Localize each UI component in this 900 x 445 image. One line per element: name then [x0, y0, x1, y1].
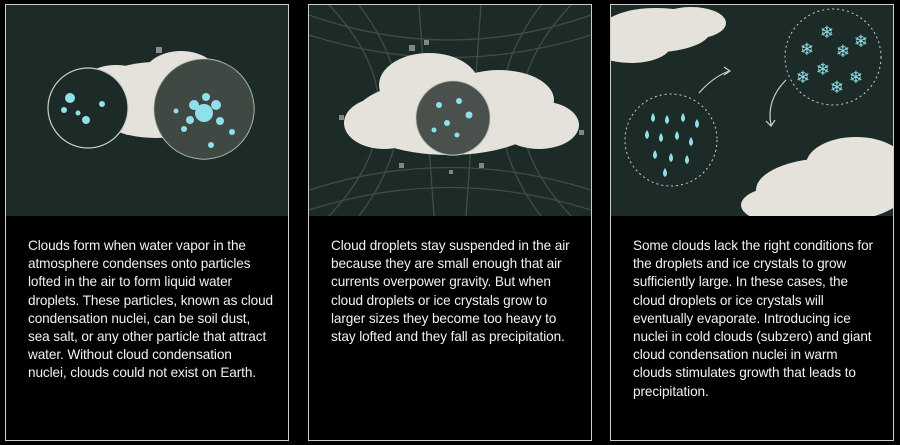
cloud-icon [741, 137, 893, 216]
caption-text: Clouds form when water vapor in the atmosphere condenses onto particles lofted in the air to form liquid water droplets. These particles, known as cloud condensation nuclei, can be soil dust, sea salt, or any other particle that attract water. Without cloud condensation nuclei, clouds could not exist on Earth. [28, 238, 274, 381]
svg-text:❄: ❄ [853, 32, 869, 52]
svg-text:❄: ❄ [799, 40, 815, 60]
illustration-suspension [309, 5, 591, 216]
magnifier-circle-icon [154, 59, 254, 159]
magnifier-circle-icon [625, 94, 717, 186]
panel-suspension [308, 4, 592, 441]
magnifier-circle-icon [785, 9, 881, 105]
arrow-icon [699, 67, 786, 126]
svg-text:❄: ❄ [829, 78, 845, 98]
panel-seeding [610, 4, 894, 441]
svg-text:❄: ❄ [835, 42, 851, 62]
illustration-condensation [6, 5, 288, 216]
svg-text:❄: ❄ [795, 68, 811, 88]
svg-text:❄: ❄ [815, 60, 831, 80]
svg-text:❄: ❄ [848, 68, 864, 88]
illustration-seeding [611, 5, 893, 216]
panel-condensation [5, 4, 289, 441]
svg-text:❄: ❄ [819, 23, 835, 43]
cloud-icon [611, 7, 726, 63]
magnifier-circle-icon [48, 68, 128, 148]
caption-text: Some clouds lack the right conditions for the droplets and ice crystals to grow sufficiently large. In these cases, the cloud droplets or ice crystals will eventually evaporate. Introducing ice nuclei in cold clouds (subzero) and giant cloud condensation nuclei in warm clouds stimulates growth that leads to precipitation. [633, 238, 873, 399]
magnifier-circle-icon [416, 81, 490, 155]
caption-text: Cloud droplets stay suspended in the air because they are small enough that air currents overpower gravity. But when cloud droplets or ice crystals grow to larger sizes they become too heavy to stay lofted and they fall as precipitation. [331, 238, 570, 345]
